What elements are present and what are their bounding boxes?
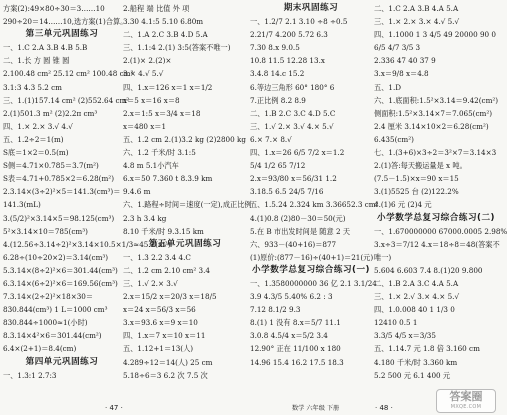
answer-line: 五、1.5.24 2.324 km 3.36652.3 cm³: [250, 200, 379, 210]
answer-line: 四、1.x＝126 x＝1 x＝1/2: [123, 82, 213, 92]
answer-line: 6.28÷(10÷20×2)＝3.14(cm³): [3, 252, 109, 262]
answer-line: 3.4.8 14.c 15.2: [250, 69, 305, 79]
answer-line: 一、1.2/7 2.1 3.10 ÷8 ÷0.5: [250, 17, 348, 27]
answer-line: 14.96 15.4 16.2 17.5 18.3: [250, 357, 344, 367]
answer-line: 4.(12.56÷3.14÷2)²×3.14×10.5×1/3≈45.2(m³): [3, 239, 171, 249]
answer-line: 290÷20＝14……10,选方案(1)合算。: [3, 17, 128, 27]
answer-line: 3.× 4.√ 5.√: [123, 69, 164, 79]
answer-line: 10.8 11.5 12.28 13.x: [250, 56, 325, 66]
answer-line: 6.4×(2+1)＝8.4(cm): [3, 344, 77, 354]
answer-line: 三、1.√ 2.× 3.√ 4.× 5.√: [250, 121, 334, 131]
answer-line: 一、1.3:1 2.7:3: [3, 370, 57, 380]
answer-line: 六、1.路程÷时间＝速度(一定),成正比例: [123, 200, 252, 210]
answer-line: 2.4 厘米 3.14×10×2＝6.28(cm²): [374, 121, 489, 131]
answer-line: 6.3.14×(6÷2)²×6＝169.56(cm³): [3, 278, 118, 288]
answer-line: 2.(1)501.3 m² (2)2.2π cm³: [3, 108, 98, 118]
section-heading: 第三单元巩固练习: [25, 29, 99, 40]
answer-line: 6.× 7.× 8.√: [250, 134, 292, 144]
answer-line: 七、1.(3+6)×3÷2＝3²×7＝3.14×3: [374, 148, 497, 158]
answer-line: 三、1.1:4 2.(1) 3:5(答案不唯一): [123, 43, 231, 53]
answer-line: 2.x＝15/2 x＝20/3 x＝18/5: [123, 292, 217, 302]
answer-line: 7.12 8.1/2 9.3: [250, 305, 301, 315]
answer-line: 一、1.C 2.A 3.B 4.B 5.B: [3, 43, 88, 53]
answer-line: 一、1.3 2.2 3.4 4.C: [123, 252, 191, 262]
answer-line: 四、1.0.008 40 1 1/3 0: [374, 305, 455, 315]
answer-line: 侧面积:1.5²×3.14×7＝7.065(cm²): [374, 108, 493, 118]
answer-line: 2.336 47 40 37 9: [374, 56, 436, 66]
answer-line: 830.844÷1000≈1(小时): [3, 318, 88, 328]
answer-line: 3.9 4.3/5 5.40% 6.2 : 3: [250, 292, 333, 302]
section-heading: 小学数学总复习综合练习(一): [252, 264, 370, 275]
answer-line: 2.3.14×(3÷2)²×5＝141.3(cm³)＝: [3, 187, 121, 197]
column-4: [374, 2, 507, 382]
answer-line: 5.604 6.603 7.4 8.(1)20 9.800: [374, 265, 483, 275]
answer-line: 五、1.D: [374, 82, 401, 92]
answer-line: 四、1.x＝7 x＝10 x＝11: [123, 331, 206, 341]
answer-line: S侧＝4.71×0.785＝3.7(m²): [3, 161, 99, 171]
answer-line: 2.3 h 3.4 kg: [123, 213, 167, 223]
answer-line: 7.正比例 8.2 8.9: [250, 95, 306, 105]
answer-line: 六、933－(40+16)＝877: [250, 239, 337, 249]
section-heading: 第五单元巩固练习: [148, 238, 222, 249]
answer-line: 五、1.14.7 元 1.8 倍 3.160 cm: [374, 344, 480, 354]
answer-line: 3.30 4.1:5 5.10 6.80m: [123, 17, 204, 27]
answer-line: 4.8 m 5.1小汽车: [123, 161, 179, 171]
answer-line: 五、1.12+1＝13(人): [123, 344, 194, 354]
answer-line: 2.船程 端 比值 外 项: [123, 4, 190, 13]
answer-line: 五、1.2 cm 2.(1)3.2 kg (2)2800 kg: [123, 134, 246, 144]
answer-line: 二、1.长 方 圆 锥 圆: [3, 56, 70, 66]
answer-line: 6.x＝50 7.360 t 8.3.9 km: [123, 174, 213, 184]
answer-line: 4.(1)0.8 (2)80－30＝50(元): [250, 213, 346, 223]
answer-line: 5/4 1/2 65 7/12: [250, 161, 306, 171]
answer-line: 二、1.B 2.A 3.C 4.A 5.A: [374, 278, 459, 288]
answer-line: x＝24 x＝56/3 x＝56: [123, 305, 196, 315]
answer-line: 五、1.2÷2＝1(m): [3, 134, 64, 144]
answer-line: 二、1.2 cm 2.10 cm² 3.4: [123, 265, 210, 275]
answer-line: 三、1.× 2.× 3.× 4.√ 5.√: [374, 17, 460, 27]
answer-line: 4.(1)6 元 (2)4 元: [374, 200, 432, 210]
page-number-left: · 47 ·: [105, 404, 123, 412]
answer-line: S表＝4.71+0.785×2＝6.28(m²): [3, 174, 114, 184]
answer-line: 2.x＝93/80 x＝56/31 1.2: [250, 174, 337, 184]
answer-line: 5.3.14×(8÷2)²×6＝301.44(cm³): [3, 265, 118, 275]
answer-line: 6.435(cm²): [374, 134, 414, 144]
watermark-logo: [436, 389, 496, 413]
answer-line: 8.3.14×4²×6＝301.44(cm²): [3, 331, 102, 341]
column-3: [250, 2, 379, 369]
answer-line: 六、1.底面积:1.5²×3.14＝9.42(cm²): [374, 95, 499, 105]
answer-line: 12.90° 正在 11/100 x 180: [250, 344, 341, 354]
answer-line: 六、1.2 千米/时 3.1:5: [123, 148, 196, 158]
answer-line: 5²×3.14×10＝785(cm³): [3, 226, 88, 236]
section-heading: 小学数学总复习综合练习(二): [377, 212, 495, 223]
answer-line: x＝480 x＝1: [123, 121, 167, 131]
answer-line: 四、1.1000 1 3 4/5 49 20000 90 0: [374, 30, 496, 40]
answer-line: 四、1.x＝26 6/5 7/2 x＝1.2: [250, 148, 345, 158]
answer-line: 三、1.√ 2.× 3.√: [123, 278, 178, 288]
answer-line: 二、1.A 2.C 3.B 4.D 5.A: [123, 30, 208, 40]
book-info: 数学 六年级 下册: [292, 405, 340, 412]
column-2: [123, 2, 252, 382]
answer-line: 12410 0.5 1: [374, 318, 418, 328]
answer-line: (1)原价:(877－16)÷(40+1)＝21(元): [250, 252, 374, 262]
answer-line: 3.0.8 4.5/4 x＝5/2 3.4: [250, 331, 328, 341]
answer-line: 9.4.6 m: [123, 187, 151, 197]
answer-line: 3.(5/2)²×3.14×5＝98.125(cm³): [3, 213, 115, 223]
answer-line: 3.x÷3＝7/12 4.x＝18÷8＝48(答案不: [374, 239, 500, 249]
answer-line: 唯一): [374, 252, 392, 262]
answer-line: 141.3(mL): [3, 200, 41, 210]
answer-line: 一、1.3580000000 36 亿 2.1 3.1/24: [250, 278, 377, 288]
section-heading: 期末巩固练习: [283, 3, 339, 13]
answer-line: 4.180 千米/时 3.360 km: [374, 357, 458, 367]
answer-line: 3.x＝9/8 x＝4.8: [374, 69, 429, 79]
answer-line: 3.3/5 4/5 x＝3/35: [374, 331, 436, 341]
section-heading: 第四单元巩固练习: [25, 356, 99, 367]
answer-line: 8.10 千米/时 9.3.15 km: [123, 226, 204, 236]
answer-line: 二、1.C 2.A 3.B 4.A 5.A: [374, 4, 459, 13]
answer-line: 方案(2):49×80÷30＝3……10: [3, 4, 105, 13]
watermark-sub: MXQE.COM: [450, 404, 482, 410]
answer-line: 3.x＝93.6 x＝9 x＝10: [123, 318, 198, 328]
answer-line: 6.等边三角形 60° 180° 6: [250, 82, 335, 92]
answer-line: 2.100.48 cm² 25.12 cm² 100.48 cm²: [3, 69, 134, 79]
answer-line: 一、1.670000000 67000.0005 2.98%: [374, 226, 507, 236]
answer-line: 四、1.× 2.× 3.√ 4.√: [3, 121, 73, 131]
answer-line: 6/5 4/7 3/5 3: [374, 43, 421, 53]
answer-line: 2.(1)× 2.(2)×: [123, 56, 172, 66]
answer-line: 5.2 500 元 6.1 400 元: [374, 370, 451, 380]
answer-line: 5.在 B 市出发时间是 随意 2 天: [250, 226, 351, 236]
answer-line: 3.18.5 6.5 24/5 7/16: [250, 187, 324, 197]
answer-line: (7.5－1.5)×x＝90 x＝15: [374, 174, 459, 184]
answer-line: 7.3.14×(2÷2)²×18×30＝: [3, 292, 94, 302]
answer-line: 2.21/7 4.200 5.72 6.3: [250, 30, 328, 40]
watermark-text: 答案圈: [449, 390, 483, 403]
answer-line: 7.30 8.x 9.0.5: [250, 43, 300, 53]
answer-line: 2.x＝1:5 x＝3/4 x＝18: [123, 108, 201, 118]
answer-line: 2.(1)答:每天搬运量是 x 吨。: [374, 161, 467, 171]
answer-line: 5.18÷6＝3 6.2 次 7.5 次: [123, 370, 208, 380]
answer-line: 三、1.× 2.√ 3.× 4.× 5.√: [374, 292, 460, 302]
answer-line: 830.844(cm³) 1 L＝1000 cm³: [3, 305, 108, 315]
answer-line: 二、1.B 2.C 3.C 4.D 5.C: [250, 108, 336, 118]
page-number-right: · 48 ·: [375, 404, 393, 412]
answer-line: 4.289÷12＝14(人) 25 cm: [123, 357, 213, 367]
answer-line: 三、1.(1)157.14 cm² (2)552.64 cm²: [3, 95, 130, 105]
answer-line: S底＝1×2＝0.5(m): [3, 148, 69, 158]
answer-line: 8.(1) 1 没有 8.x＝5/7 11.1: [250, 318, 341, 328]
answer-line: x＝5 x＝16 x＝8: [123, 95, 180, 105]
answer-line: 3.1:3 4.3 5.2 cm: [3, 82, 62, 92]
answer-line: 3.(1)5525 台 (2)122.2%: [374, 187, 459, 197]
